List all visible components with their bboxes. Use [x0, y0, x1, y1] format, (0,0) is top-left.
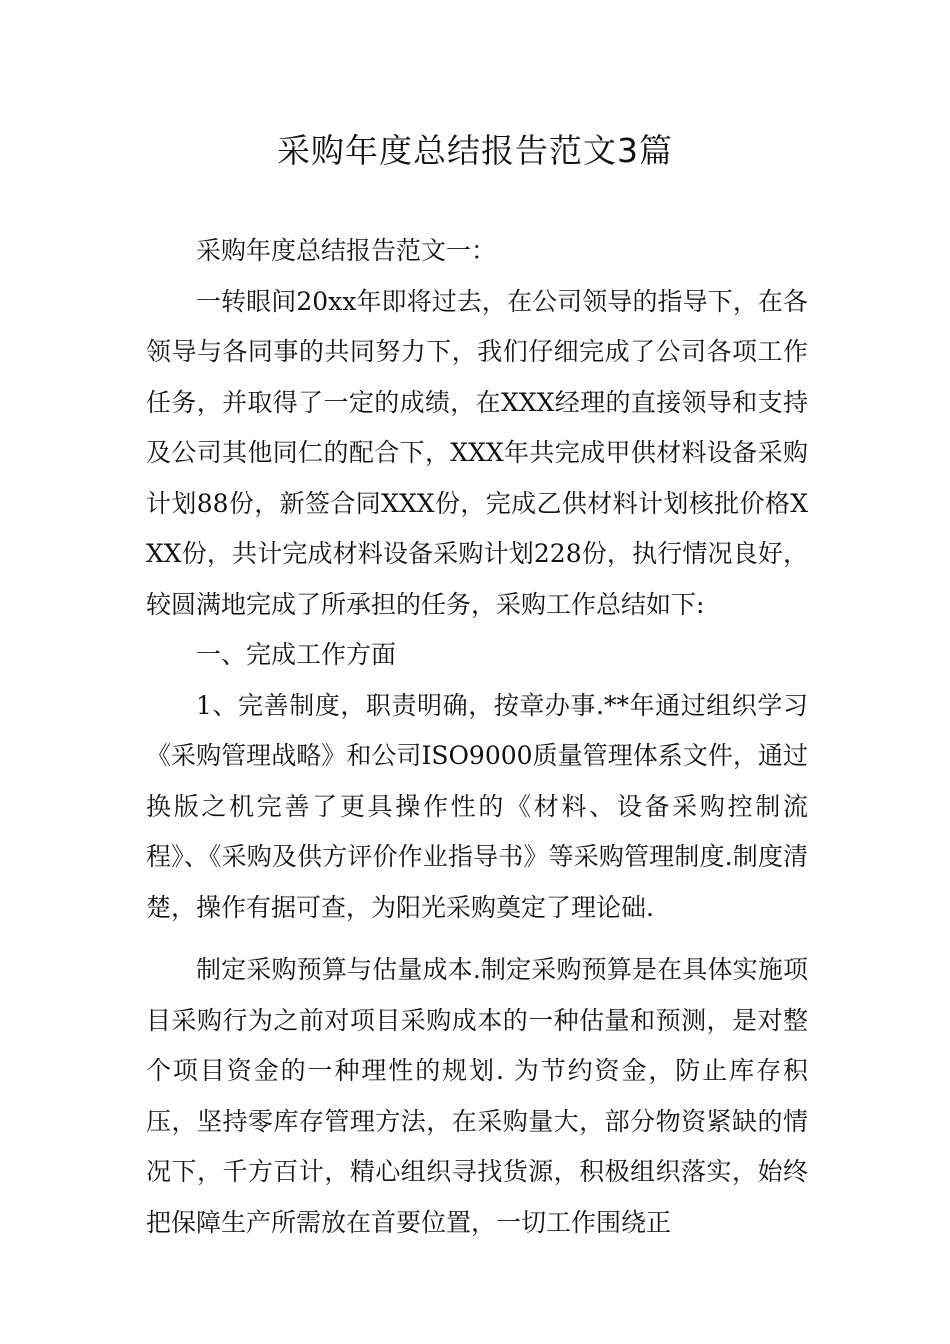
paragraph-spacer [146, 933, 808, 945]
paragraph-heading-one: 采购年度总结报告范文一： [196, 236, 497, 265]
document-body [146, 226, 808, 1248]
paragraph-budget: 制定采购预算与估量成本.制定采购预算是在具体实施项目采购行为之前对项目采购成本的一种估量和预测，是对整个项目资金的一种理性的规划. 为节约资金，防止库存积压，坚持零库存管理方法，在采购量大，部分物资紧缺的情况下，千方百计，精心组织寻找货源，积极组织落实，始终把保障生产所需放在首要位置，一切工作围绕正 [146, 955, 808, 1237]
paragraph-item-one: 1、完善制度，职责明确，按章办事.**年通过组织学习《采购管理战略》和公司ISO9000质量管理体系文件，通过换版之机完善了更具操作性的《材料、设备采购控制流程》、《采购及供方评价作业指导书》等采购管理制度.制度清楚，操作有据可查，为阳光采购奠定了理论础. [146, 690, 808, 922]
paragraph-section-heading: 一、完成工作方面 [196, 640, 397, 669]
paragraph-intro: 一转眼间20xx年即将过去，在公司领导的指导下，在各领导与各同事的共同努力下，我们仔细完成了公司各项工作任务，并取得了一定的成绩，在XXX经理的直接领导和支持及公司其他同仁的配合下，XXX年共完成甲供材料设备采购计划88份，新签合同XXX份，完成乙供材料计划核批价格XXX份，共计完成材料设备采购计划228份，执行情况良好，较圆满地完成了所承担的任务，采购工作总结如下: [146, 286, 808, 619]
document-title: 采购年度总结报告范文3篇 [277, 131, 673, 170]
